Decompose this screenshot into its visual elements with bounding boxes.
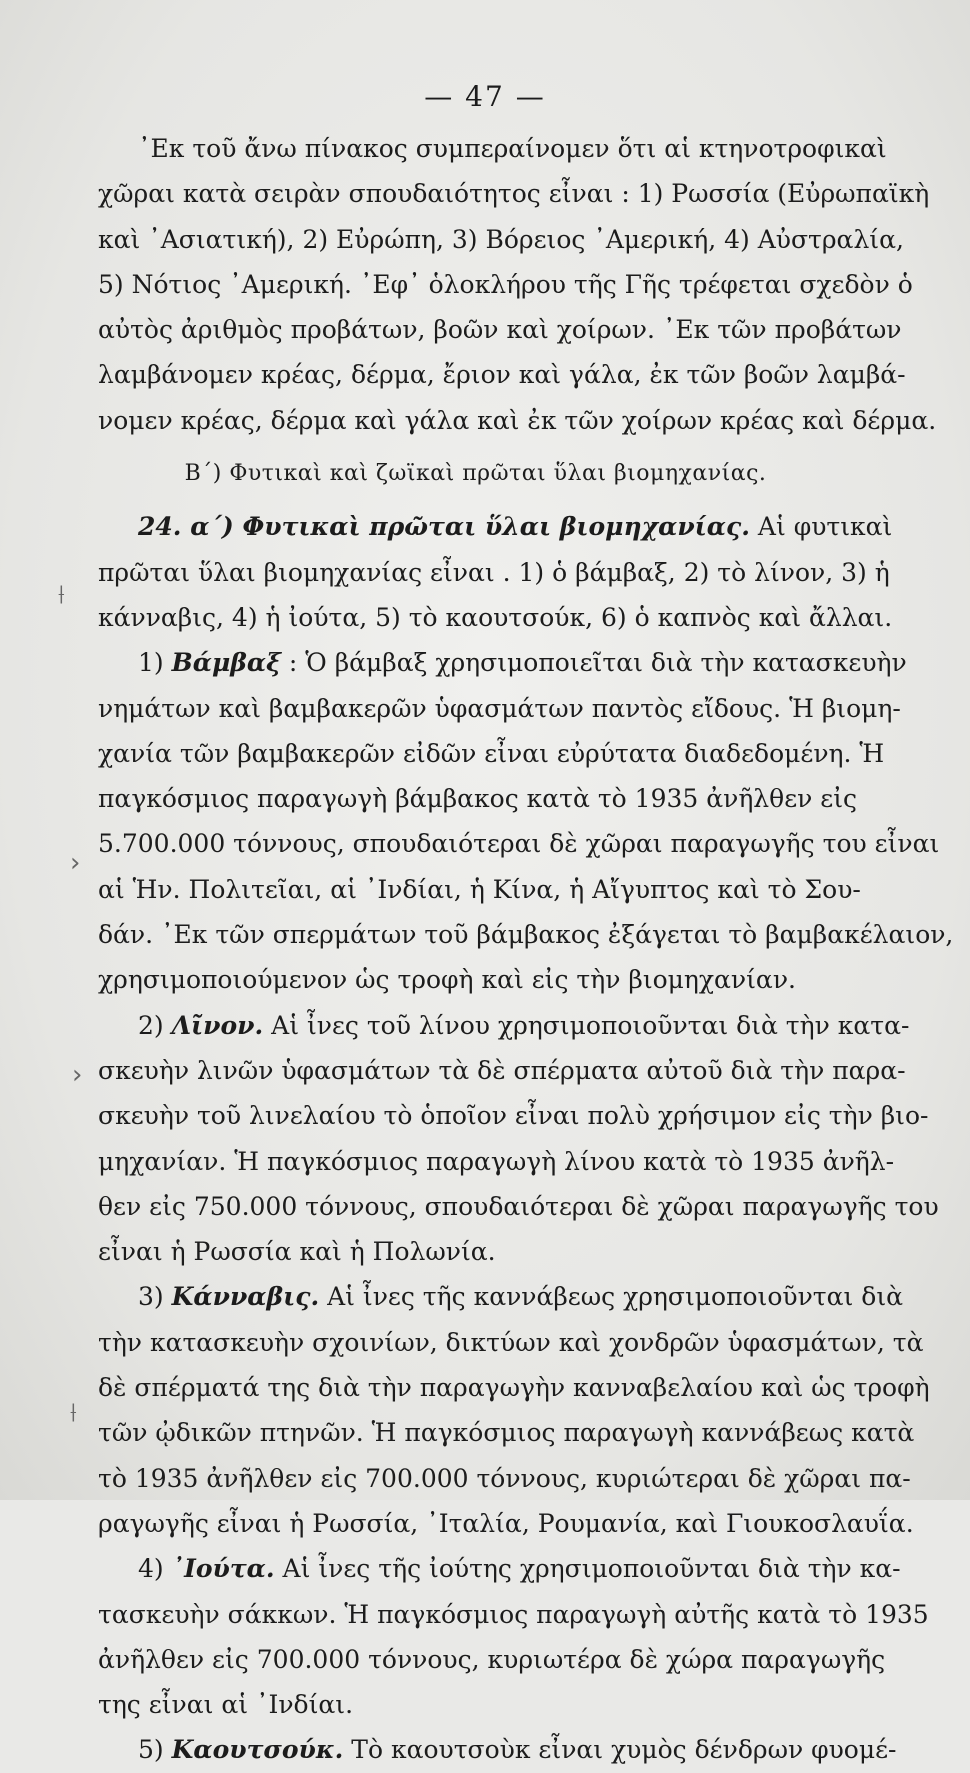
text-line: τὸ 1935 ἀνῆλθεν εἰς 700.000 τόννους, κυριώτεραι δὲ χῶραι πα- <box>98 1463 911 1493</box>
page-body <box>98 126 954 1773</box>
text-line: σκευὴν λινῶν ὑφασμάτων τὰ δὲ σπέρματα αὐτοῦ διὰ τὴν παρα- <box>98 1055 906 1085</box>
text-line: νημάτων καὶ βαμβακερῶν ὑφασμάτων παντὸς εἴδους. Ἡ βιομη- <box>98 693 901 723</box>
text-line: αἱ Ἡν. Πολιτεῖαι, αἱ ᾿Ινδίαι, ἡ Κίνα, ἡ Αἴγυπτος καὶ τὸ Σου- <box>98 874 861 904</box>
sub-heading-title: 24. α΄) Φυτικαὶ πρῶται ὕλαι βιομηχανίας. <box>138 512 750 542</box>
text-line: δὲ σπέρματά της διὰ τὴν παραγωγὴν κανναβελαίου καὶ ὡς τροφὴ <box>98 1373 930 1403</box>
text-line: σκευὴν τοῦ λινελαίου τὸ ὁποῖον εἶναι πολὺ χρήσιμον εἰς τὴν βιο- <box>98 1101 929 1131</box>
item-text: Τὸ καουτσοὺκ εἶναι χυμὸς δένδρων φυομέ- <box>343 1735 897 1765</box>
item-number: 4) <box>138 1554 164 1584</box>
margin-mark-icon: ⟊ <box>70 1398 77 1428</box>
item-text: Αἱ ἶνες τῆς καννάβεως χρησιμοποιοῦνται διὰ <box>319 1282 904 1312</box>
item-4-first-line <box>98 1546 901 1591</box>
sub-heading-rest: Αἱ φυτικαὶ <box>749 512 893 542</box>
item-title: Κάνναβις. <box>171 1282 320 1312</box>
item-title: Βάμβαξ <box>171 648 281 678</box>
text-line: μηχανίαν. Ἡ παγκόσμιος παραγωγὴ λίνου κατὰ τὸ 1935 ἀνῆλ- <box>98 1146 895 1176</box>
section-heading: Β΄) Φυτικαὶ καὶ ζωϊκαὶ πρῶται ὕλαι βιομηχανίας. <box>184 461 767 487</box>
item-1-first-line <box>98 640 907 685</box>
text-line: πρῶται ὕλαι βιομηχανίας εἶναι . 1) ὁ βάμβαξ, 2) τὸ λίνον, 3) ἡ <box>98 557 890 587</box>
text-line: δάν. ᾿Εκ τῶν σπερμάτων τοῦ βάμβακος ἐξάγεται τὸ βαμβακέλαιον, <box>98 920 954 950</box>
text-line: λαμβάνομεν κρέας, δέρμα, ἔριον καὶ γάλα, ἐκ τῶν βοῶν λαμβά- <box>98 360 906 390</box>
margin-mark-icon: › <box>72 1060 83 1090</box>
item-title: Λῖνον. <box>171 1010 264 1040</box>
item-5-first-line <box>98 1727 897 1772</box>
margin-mark-icon: › <box>70 848 81 878</box>
item-number: 3) <box>138 1282 164 1312</box>
text-line: ἀνῆλθεν εἰς 700.000 τόννους, κυριωτέρα δὲ χώρα παραγωγῆς <box>98 1644 886 1674</box>
text-line: χρησιμοποιούμενον ὡς τροφὴ καὶ εἰς τὴν βιομηχανίαν. <box>98 965 796 995</box>
item-title: Καουτσούκ. <box>171 1735 344 1765</box>
text-line: αὐτὸς ἀριθμὸς προβάτων, βοῶν καὶ χοίρων. ᾿Εκ τῶν προβάτων <box>98 315 902 345</box>
text-line: καὶ ᾿Ασιατική), 2) Εὐρώπη, 3) Βόρειος ᾿Αμερική, 4) Αὐστραλία, <box>98 224 904 254</box>
item-text: Αἱ ἶνες τῆς ἰούτης χρησιμοποιοῦνται διὰ τὴν κα- <box>274 1554 901 1584</box>
sub-heading-line <box>98 504 893 549</box>
text-line: χῶραι κατὰ σειρὰν σπουδαιότητος εἶναι : 1) Ρωσσία (Εὐρωπαϊκὴ <box>98 179 930 209</box>
text-line: της εἶναι αἱ ᾿Ινδίαι. <box>98 1690 354 1720</box>
item-2-first-line <box>98 1003 910 1048</box>
text-line: κάνναβις, 4) ἡ ἰούτα, 5) τὸ καουτσούκ, 6) ὁ καπνὸς καὶ ἄλλαι. <box>98 602 893 632</box>
text-line: τασκευὴν σάκκων. Ἡ παγκόσμιος παραγωγὴ αὐτῆς κατὰ τὸ 1935 <box>98 1599 929 1629</box>
text-line: χανία τῶν βαμβακερῶν εἰδῶν εἶναι εὐρύτατα διαδεδομένη. Ἡ <box>98 738 885 768</box>
text-line: 5) Νότιος ᾿Αμερική. ᾿Εφ᾿ ὁλοκλήρου τῆς Γῆς τρέφεται σχεδὸν ὁ <box>98 269 913 299</box>
text-line: εἶναι ἡ Ρωσσία καὶ ἡ Πολωνία. <box>98 1237 496 1267</box>
item-number: 5) <box>138 1735 164 1765</box>
margin-mark-icon: ⟊ <box>58 580 65 610</box>
text-line: τὴν κατασκευὴν σχοινίων, δικτύων καὶ χονδρῶν ὑφασμάτων, τὰ <box>98 1327 924 1357</box>
item-number: 2) <box>138 1010 164 1040</box>
text-line: θεν εἰς 750.000 τόννους, σπουδαιότεραι δὲ χῶραι παραγωγῆς του <box>98 1191 939 1221</box>
item-3-first-line <box>98 1274 904 1319</box>
item-number: 1) <box>138 648 164 678</box>
item-text: Αἱ ἶνες τοῦ λίνου χρησιμοποιοῦνται διὰ τὴν κατα- <box>263 1010 910 1040</box>
text-line: ᾿Εκ τοῦ ἄνω πίνακος συμπεραίνομεν ὅτι αἱ κτηνοτροφικαὶ <box>138 134 887 163</box>
item-text: : Ὁ βάμβαξ χρησιμοποιεῖται διὰ τὴν κατασκευὴν <box>280 648 907 678</box>
text-line: 5.700.000 τόννους, σπουδαιότεραι δὲ χῶραι παραγωγῆς του εἶναι <box>98 829 940 859</box>
text-line: τῶν ᾠδικῶν πτηνῶν. Ἡ παγκόσμιος παραγωγὴ καννάβεως κατὰ <box>98 1418 915 1448</box>
text-line: ραγωγῆς εἶναι ἡ Ρωσσία, ᾿Ιταλία, Ρουμανία, καὶ Γιουκοσλαυΐα. <box>98 1508 914 1538</box>
text-line: νομεν κρέας, δέρμα καὶ γάλα καὶ ἐκ τῶν χοίρων κρέας καὶ δέρμα. <box>98 405 937 435</box>
page-number: — 47 — <box>424 80 546 113</box>
text-line: παγκόσμιος παραγωγὴ βάμβακος κατὰ τὸ 1935 ἀνῆλθεν εἰς <box>98 784 858 814</box>
item-title: ᾿Ιούτα. <box>171 1554 275 1584</box>
